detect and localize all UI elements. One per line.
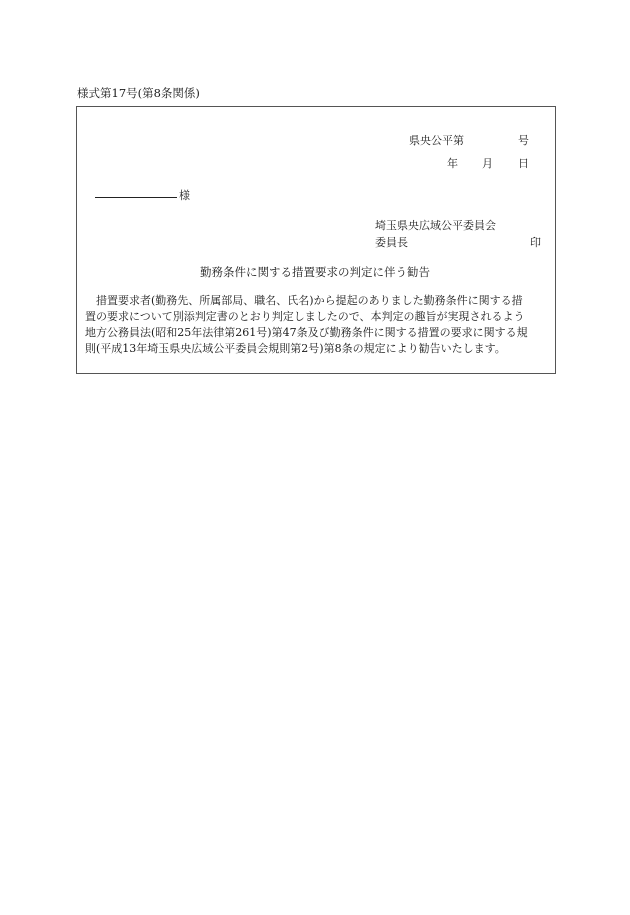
form-number-label: 様式第17号(第8条関係) (77, 86, 200, 100)
issuer-organization: 埼玉県央広域公平委員会 (375, 219, 496, 232)
date-month-label: 月 (482, 157, 493, 170)
date-year-label: 年 (447, 157, 458, 170)
body-line-1: 措置要求者(勤務先、所属部局、職名、氏名)から提起のありました勤務条件に関する措 (96, 294, 523, 307)
body-line-4: 則(平成13年埼玉県央広域公平委員会規則第2号)第8条の規定により勧告いたします。 (85, 342, 506, 355)
document-number-suffix: 号 (518, 134, 529, 147)
notice-form-box (76, 106, 556, 374)
date-day-label: 日 (518, 157, 529, 170)
document-number-prefix: 県央公平第 (409, 134, 464, 147)
recommendation-body (85, 293, 549, 357)
body-line-3: 地方公務員法(昭和25年法律第261号)第47条及び勤務条件に関する措置の要求に関する規 (85, 326, 528, 339)
addressee-name-blank (95, 197, 177, 198)
body-line-2: 置の要求について別添判定書のとおり判定しましたので、本判定の趣旨が実現されるよう (85, 310, 525, 323)
seal-mark: 印 (530, 236, 541, 249)
document-title: 勤務条件に関する措置要求の判定に伴う勧告 (200, 265, 430, 279)
issuer-title: 委員長 (375, 236, 408, 249)
addressee-honorific: 様 (179, 189, 190, 202)
